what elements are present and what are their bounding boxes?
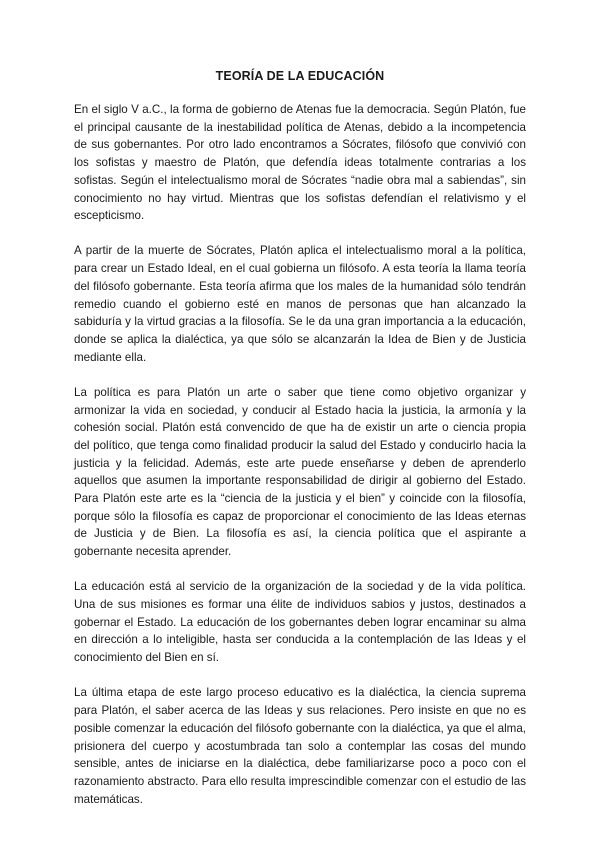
paragraph-4: La educación está al servicio de la organización de la sociedad y de la vida política. Una de sus misiones es formar una élite de individuos sabios y justos, destinados a gobernar el Estado. La educación de los gobernantes deben lograr encaminar su alma en dirección a lo inteligible, hasta ser conducida a la contemplación de las Ideas y el conocimiento del Bien en sí. <box>74 580 526 665</box>
document-title: TEORÍA DE LA EDUCACIÓN <box>215 69 385 83</box>
document-page <box>74 68 526 826</box>
paragraph-1: En el siglo V a.C., la forma de gobierno de Atenas fue la democracia. Según Platón, fue el principal causante de la inestabilidad política de Atenas, debido a la incompetencia de sus gobernantes. Por otro lado encontramos a Sócrates, filósofo que convivió con los sofistas y maestro de Platón, que defendía ideas totalmente contrarias a los sofistas. Según el intelectualismo moral de Sócrates “nadie obra mal a sabiendas”, sin conocimiento no hay virtud. Mientras que los sofistas defendían el relativismo y el escepticismo. <box>74 103 526 223</box>
paragraph-5: La última etapa de este largo proceso educativo es la dialéctica, la ciencia suprema para Platón, el saber acerca de las Ideas y sus relaciones. Pero insiste en que no es posible comenzar la educación del filósofo gobernante con la dialéctica, ya que el alma, prisionera del cuerpo y acostumbrada tan solo a contemplar las cosas del mundo sensible, antes de iniciarse en la dialéctica, debe familiarizarse poco a poco con el razonamiento abstracto. Para ello resulta imprescindible comenzar con el estudio de las matemáticas. <box>74 686 526 806</box>
paragraph-2: A partir de la muerte de Sócrates, Platón aplica el intelectualismo moral a la política, para crear un Estado Ideal, en el cual gobierna un filósofo. A esta teoría la llama teoría del filósofo gobernante. Esta teoría afirma que los males de la humanidad sólo tendrán remedio cuando el gobierno esté en manos de personas que han alcanzado la sabiduría y la virtud gracias a la filosofía. Se le da una gran importancia a la educación, donde se aplica la dialéctica, ya que sólo se alcanzarán la Idea de Bien y de Justicia mediante ella. <box>74 244 526 364</box>
paragraph-3: La política es para Platón un arte o saber que tiene como objetivo organizar y armonizar la vida en sociedad, y conducir al Estado hacia la justicia, la armonía y la cohesión social. Platón está convencido de que ha de existir un arte o ciencia propia del político, que tenga como finalidad producir la salud del Estado y conducirlo hacia la justicia y la felicidad. Además, este arte puede enseñarse y deben de aprenderlo aquellos que asumen la importante responsabilidad de dirigir al gobierno del Estado. Para Platón este arte es la “ciencia de la justicia y el bien” y coincide con la filosofía, porque sólo la filosofía es capaz de proporcionar el conocimiento de las Ideas eternas de Justicia y de Bien. La filosofía es así, la ciencia política que el aspirante a gobernante necesita aprender. <box>74 385 526 559</box>
